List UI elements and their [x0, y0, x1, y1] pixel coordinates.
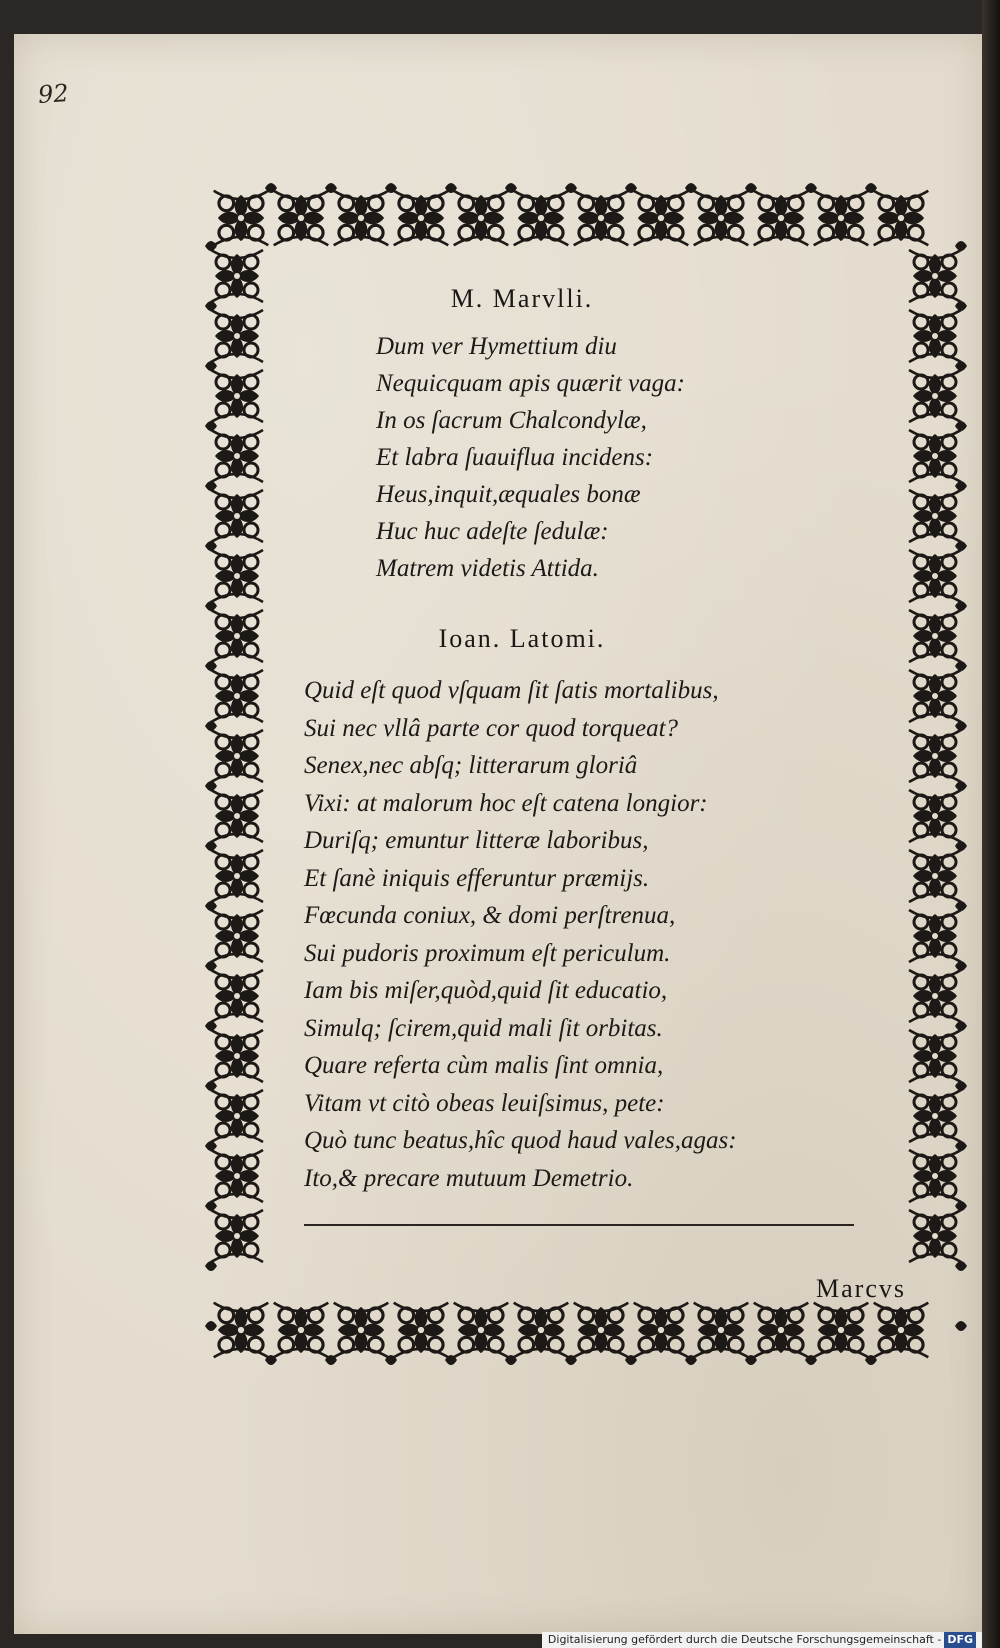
- border-motif: [694, 191, 749, 246]
- border-flourish: [205, 1081, 217, 1091]
- border-flourish: [955, 1141, 967, 1151]
- border-flourish: [955, 721, 967, 731]
- latomi-line: Quò tunc beatus,hîc quod haud vales,agas:: [304, 1127, 737, 1154]
- border-motif: [874, 191, 929, 246]
- dfg-logo: DFG: [944, 1632, 976, 1648]
- latomi-line: Et ſanè iniquis efferuntur præmijs.: [304, 864, 650, 892]
- border-flourish: [205, 421, 217, 431]
- border-motif: [274, 191, 329, 246]
- poem-latomi: [304, 672, 737, 1197]
- border-motif: [814, 191, 869, 246]
- latomi-line: Vitam vt citò obeas leuiſsimus, pete:: [304, 1089, 665, 1117]
- border-motif: [909, 970, 961, 1022]
- latomi-line: Quare referta cùm malis ſint omnia,: [304, 1052, 664, 1079]
- border-flourish: [955, 1321, 967, 1331]
- border-flourish: [955, 961, 967, 971]
- border-flourish: [205, 721, 217, 731]
- border-flourish: [955, 661, 967, 671]
- border-motif: [909, 790, 961, 842]
- border-flourish: [955, 781, 967, 791]
- book-page: [14, 34, 982, 1634]
- border-motif: [211, 1150, 263, 1202]
- border-motif: [274, 1303, 329, 1358]
- border-flourish: [955, 1021, 967, 1031]
- heading-latomi: Ioan. Latomi.: [438, 624, 606, 653]
- border-flourish: [205, 841, 217, 851]
- border-flourish: [205, 241, 217, 251]
- border-motif: [211, 430, 263, 482]
- border-motif: [694, 1303, 749, 1358]
- latomi-line: Vixi: at malorum hoc eſt catena longior:: [304, 789, 708, 817]
- border-flourish: [205, 661, 217, 671]
- border-flourish: [955, 601, 967, 611]
- border-motif: [211, 1210, 263, 1262]
- border-motif: [909, 370, 961, 422]
- border-flourish: [955, 901, 967, 911]
- book-edge-shadow: [982, 0, 1000, 1648]
- border-flourish: [955, 241, 967, 251]
- border-flourish: [205, 1141, 217, 1151]
- border-motif: [909, 550, 961, 602]
- border-flourish: [205, 901, 217, 911]
- text-block: [304, 272, 906, 1303]
- border-motif: [211, 910, 263, 962]
- border-motif: [211, 370, 263, 422]
- digitization-footer: [542, 1632, 982, 1648]
- border-motif: [214, 1303, 269, 1358]
- poem-marulli: [376, 328, 685, 587]
- border-motif: [211, 850, 263, 902]
- latomi-line: Sui nec vllâ parte cor quod torqueat?: [304, 714, 679, 742]
- border-flourish: [955, 421, 967, 431]
- border-motif: [909, 430, 961, 482]
- separator-rule: [304, 1224, 854, 1226]
- border-motif: [211, 1030, 263, 1082]
- border-motif: [514, 1303, 569, 1358]
- marulli-line: Dum ver Hymettium diu: [376, 333, 617, 360]
- border-flourish: [205, 1321, 217, 1331]
- border-motif: [514, 191, 569, 246]
- border-motif: [211, 730, 263, 782]
- border-motif: [909, 1210, 961, 1262]
- border-motif: [909, 1090, 961, 1142]
- marulli-line: Heus,inquit,æquales bonæ: [376, 481, 641, 508]
- footer-text: Digitalisierung gefördert durch die Deutsche Forschungsgemeinschaft -: [547, 1633, 942, 1646]
- border-flourish: [955, 1261, 967, 1271]
- latomi-line: Iam bis miſer,quòd,quid ſit educatio,: [304, 977, 668, 1004]
- border-motif: [909, 250, 961, 302]
- marulli-line: Matrem videtis Attida.: [376, 555, 599, 582]
- border-motif: [909, 1150, 961, 1202]
- latomi-line: Simulq; ſcirem,quid mali ſit orbitas.: [304, 1014, 663, 1042]
- marulli-line: Nequicquam apis quærit vaga:: [376, 370, 686, 397]
- border-motif: [754, 191, 809, 246]
- latomi-line: Senex,nec abſq; litterarum gloriâ: [304, 752, 638, 779]
- border-flourish: [205, 361, 217, 371]
- border-motif: [334, 1303, 389, 1358]
- latomi-line: Ito,& precare mutuum Demetrio.: [304, 1164, 634, 1192]
- page-number: 92: [37, 78, 70, 110]
- heading-marulli: M. Marvlli.: [450, 284, 594, 313]
- border-motif: [211, 970, 263, 1022]
- border-motif: [909, 910, 961, 962]
- border-motif: [211, 670, 263, 722]
- border-motif: [909, 730, 961, 782]
- border-motif: [454, 191, 509, 246]
- border-motif: [754, 1303, 809, 1358]
- border-motif: [211, 310, 263, 362]
- border-motif: [214, 191, 269, 246]
- border-flourish: [955, 1081, 967, 1091]
- border-flourish: [955, 361, 967, 371]
- border-motif: [211, 550, 263, 602]
- border-flourish: [955, 541, 967, 551]
- border-motif: [634, 191, 689, 246]
- border-flourish: [205, 1261, 217, 1271]
- border-flourish: [205, 781, 217, 791]
- catchword: Marcvs: [816, 1274, 906, 1303]
- border-flourish: [205, 1021, 217, 1031]
- border-flourish: [205, 541, 217, 551]
- latomi-line: Sui pudoris proximum eſt periculum.: [304, 939, 671, 967]
- border-motif: [909, 1030, 961, 1082]
- border-motif: [394, 191, 449, 246]
- border-flourish: [205, 481, 217, 491]
- latomi-line: Quid eſt quod vſquam ſit ſatis mortalibus,: [304, 677, 719, 704]
- border-flourish: [205, 1201, 217, 1211]
- latomi-line: Duriſq; emuntur litteræ laboribus,: [304, 827, 649, 854]
- border-motif: [909, 850, 961, 902]
- border-motif: [909, 610, 961, 662]
- border-flourish: [955, 481, 967, 491]
- marulli-line: Huc huc adeſte ſedulæ:: [376, 518, 609, 545]
- border-motif: [211, 1090, 263, 1142]
- border-motif: [909, 310, 961, 362]
- marulli-line: In os ſacrum Chalcondylæ,: [376, 407, 647, 434]
- border-flourish: [955, 301, 967, 311]
- border-motif: [574, 1303, 629, 1358]
- border-flourish: [955, 1201, 967, 1211]
- border-motif: [874, 1303, 929, 1358]
- border-motif: [574, 191, 629, 246]
- border-flourish: [205, 961, 217, 971]
- border-motif: [634, 1303, 689, 1358]
- border-flourish: [955, 841, 967, 851]
- border-motif: [334, 191, 389, 246]
- border-flourish: [205, 601, 217, 611]
- border-motif: [909, 670, 961, 722]
- border-motif: [394, 1303, 449, 1358]
- border-motif: [211, 790, 263, 842]
- border-motif: [211, 490, 263, 542]
- latomi-line: Fœcunda coniux, & domi perſtrenua,: [304, 902, 676, 929]
- border-motif: [814, 1303, 869, 1358]
- border-motif: [454, 1303, 509, 1358]
- marulli-line: Et labra ſuauiflua incidens:: [376, 444, 654, 471]
- border-flourish: [205, 301, 217, 311]
- border-motif: [909, 490, 961, 542]
